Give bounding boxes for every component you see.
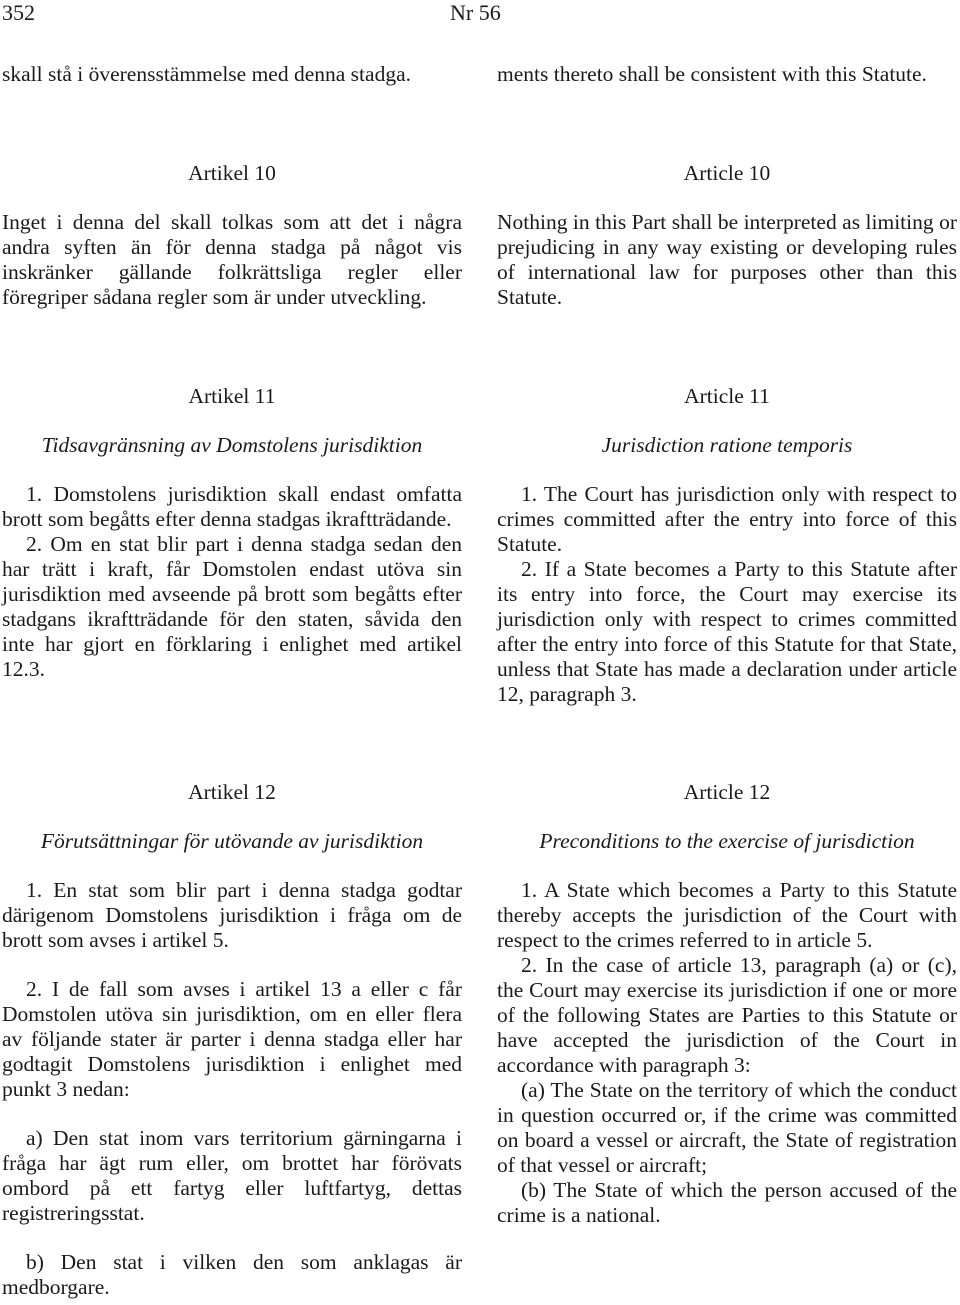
right-article-12-subtitle: Preconditions to the exercise of jurisdiction bbox=[539, 829, 915, 853]
left-article-11 bbox=[2, 384, 462, 682]
right-article-11-paragraph-2: 2. If a State becomes a Party to this Statute after its entry into force, the Court may exercise its jurisdiction only with respect to crimes committed after the entry into force of this Statute for that State, unless that State has made a declaration under article 12, paragraph 3. bbox=[497, 557, 957, 706]
left-intro-text: skall stå i överensstämmelse med denna stadga. bbox=[2, 62, 411, 86]
right-article-12-point-a: (a) The State on the territory of which the conduct in question occurred or, if the crime was committed on board a vessel or aircraft, the State of registration of that vessel or aircraft; bbox=[497, 1078, 957, 1177]
left-article-10 bbox=[2, 161, 462, 310]
left-article-12-title: Artikel 12 bbox=[188, 780, 276, 804]
left-intro-block bbox=[2, 62, 462, 87]
right-article-12-paragraph-2: 2. In the case of article 13, paragraph (a) or (c), the Court may exercise its jurisdiction if one or more of the following States are Parties to this Statute or have accepted the jurisdiction of the Court in accordance with paragraph 3: bbox=[497, 953, 957, 1077]
left-article-12-paragraph-2: 2. I de fall som avses i artikel 13 a eller c får Domstolen utöva sin jurisdiktion, om en eller flera av följande stater är parter i denna stadga eller har godtagit Domstolens jurisdiktion i enlighet med punkt 3 nedan: bbox=[2, 977, 462, 1101]
right-article-12-point-b: (b) The State of which the person accused of the crime is a national. bbox=[497, 1178, 957, 1227]
left-article-11-subtitle: Tidsavgränsning av Domstolens jurisdiktion bbox=[41, 433, 423, 457]
left-article-12-subtitle: Förutsättningar för utövande av jurisdiktion bbox=[40, 829, 424, 853]
left-article-11-paragraph-2: 2. Om en stat blir part i denna stadga sedan den har trätt i kraft, får Domstolen endast utöva sin jurisdiktion med avseende på brott som begåtts efter stadgans ikraftträdande för den staten, såvida den inte har gjort en förklaring i enlighet med artikel 12.3. bbox=[2, 532, 462, 681]
right-article-10 bbox=[497, 161, 957, 310]
right-intro-text: ments thereto shall be consistent with this Statute. bbox=[497, 62, 927, 86]
right-article-11-paragraph-1: 1. The Court has jurisdiction only with respect to crimes committed after the entry into force of this Statute. bbox=[497, 482, 957, 556]
issue-number: Nr 56 bbox=[450, 0, 501, 25]
right-article-12-paragraph-1: 1. A State which becomes a Party to this Statute thereby accepts the jurisdiction of the Court with respect to the crimes referred to in article 5. bbox=[497, 878, 957, 952]
page-header bbox=[0, 0, 960, 28]
left-article-10-title: Artikel 10 bbox=[188, 161, 276, 185]
left-article-12-point-a: a) Den stat inom vars territorium gärningarna i fråga har ägt rum eller, om brottet har förövats ombord på ett fartyg eller luftfartyg, dettas registreringsstat. bbox=[2, 1126, 462, 1225]
right-article-10-title: Article 10 bbox=[683, 161, 771, 185]
left-article-11-title: Artikel 11 bbox=[188, 384, 276, 408]
right-article-12-title: Article 12 bbox=[683, 780, 771, 804]
left-article-11-paragraph-1: 1. Domstolens jurisdiktion skall endast omfatta brott som begåtts efter denna stadgas ikraftträdande. bbox=[2, 482, 462, 531]
right-article-10-paragraph: Nothing in this Part shall be interpreted as limiting or prejudicing in any way existing or developing rules of international law for purposes other than this Statute. bbox=[497, 210, 957, 309]
right-article-12 bbox=[497, 780, 957, 1228]
left-article-10-paragraph: Inget i denna del skall tolkas som att det i några andra syften än för denna stadga på något vis inskränker gällande folkrättsliga regler eller föregriper sådana regler som är under utveckling. bbox=[2, 210, 462, 309]
left-article-12-point-b: b) Den stat i vilken den som anklagas är medborgare. bbox=[2, 1250, 462, 1299]
right-article-11-subtitle: Jurisdiction ratione temporis bbox=[601, 433, 853, 457]
right-article-11 bbox=[497, 384, 957, 707]
page-number: 352 bbox=[2, 0, 35, 25]
left-article-12 bbox=[2, 780, 462, 1300]
left-article-12-paragraph-1: 1. En stat som blir part i denna stadga godtar därigenom Domstolens jurisdiktion i fråga om de brott som avses i artikel 5. bbox=[2, 878, 462, 952]
right-intro-block bbox=[497, 62, 957, 87]
right-article-11-title: Article 11 bbox=[684, 384, 770, 408]
